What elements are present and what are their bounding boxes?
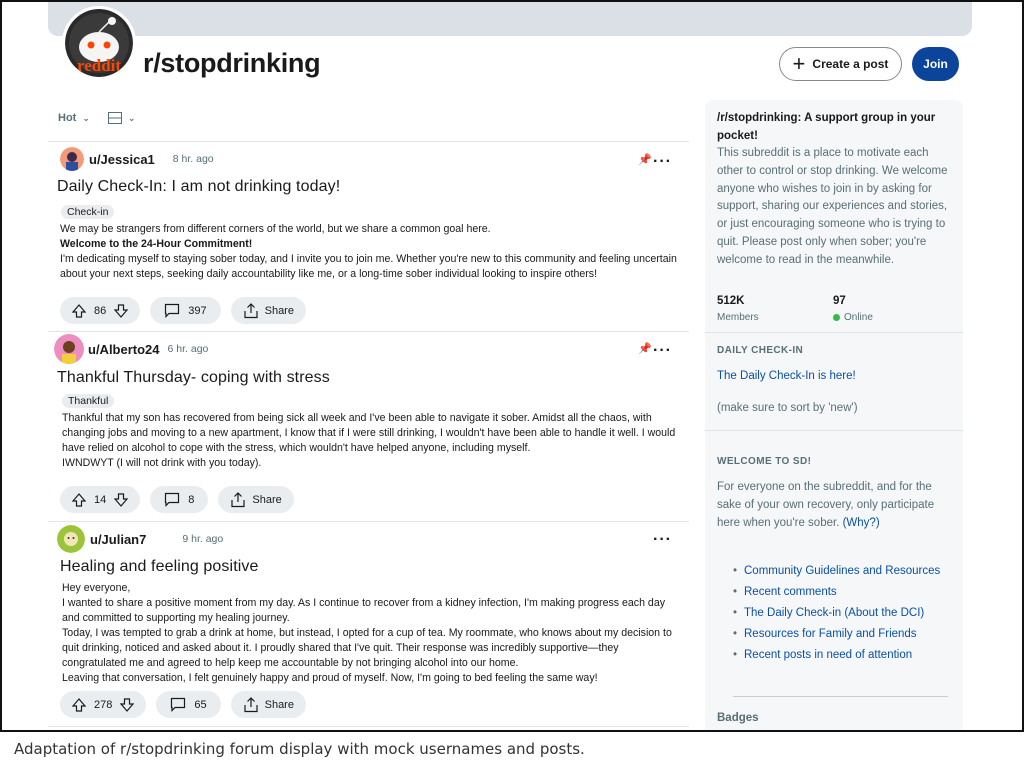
- subreddit-banner: [48, 0, 972, 36]
- post-body-line: IWNDWYT (I will not drink with you today).: [62, 457, 262, 469]
- post-card[interactable]: [52, 145, 686, 331]
- welcome-text: [717, 478, 953, 532]
- upvote-icon[interactable]: [72, 493, 86, 507]
- post-body-line: I'm dedicating myself to staying sober today, and I invite you to join me. Whether you're new to this community and feeling uncertain about your next steps, seeking daily accountability like me, or a long-time sober individual looking to inspire others!: [60, 253, 677, 280]
- post-divider: [48, 521, 689, 522]
- comment-icon: [164, 303, 180, 318]
- share-icon: [230, 492, 246, 508]
- online-count: 97: [833, 295, 846, 307]
- plus-icon: +: [792, 51, 806, 76]
- post-body: [60, 222, 680, 282]
- community-sidebar: [705, 100, 963, 732]
- share-button[interactable]: [231, 297, 306, 324]
- post-username[interactable]: u/Jessica1: [89, 151, 155, 167]
- share-label: Share: [264, 698, 294, 711]
- online-label: Online: [844, 312, 873, 323]
- user-avatar[interactable]: [54, 334, 84, 364]
- comment-count: 397: [188, 304, 207, 317]
- post-body-line: Welcome to the 24-Hour Commitment!: [60, 238, 253, 250]
- create-post-button[interactable]: [779, 47, 902, 81]
- comments-button[interactable]: [150, 297, 220, 324]
- sort-dropdown[interactable]: [58, 112, 90, 124]
- online-dot-icon: [833, 314, 840, 321]
- share-icon: [243, 697, 259, 713]
- post-divider: [48, 141, 689, 142]
- more-icon[interactable]: ···: [653, 342, 672, 359]
- post-body-line: Today, I was tempted to grab a drink at home, but instead, I opted for a cup of tea. My roommate, who knows about my decision to quit drinking, noticed and asked about it. I proudly shared that I've quit. Their response was incredibly supportive—they congratulated me and agreed to help keep me accountable by not bringing alcohol into our home.: [62, 627, 672, 669]
- post-actions: [60, 297, 316, 324]
- comments-button[interactable]: [156, 691, 220, 718]
- sidebar-divider: [733, 696, 948, 697]
- members-label: Members: [717, 312, 759, 323]
- post-actions: [60, 691, 316, 718]
- join-button[interactable]: Join: [912, 47, 959, 81]
- upvote-icon[interactable]: [72, 304, 86, 318]
- downvote-icon[interactable]: [114, 493, 128, 507]
- daily-checkin-note: (make sure to sort by 'new'): [717, 402, 858, 414]
- welcome-body: For everyone on the subreddit, and for the sake of your own recovery, only participate here when you're sober.: [717, 481, 935, 529]
- layout-dropdown[interactable]: [108, 112, 136, 124]
- post-title[interactable]: Thankful Thursday- coping with stress: [57, 369, 330, 386]
- post-body: [62, 411, 682, 471]
- vote-control: [60, 486, 140, 513]
- sidebar-link-list: [733, 562, 953, 667]
- post-title[interactable]: Daily Check-In: I am not drinking today!: [57, 178, 341, 195]
- post-title[interactable]: Healing and feeling positive: [60, 558, 259, 575]
- share-button[interactable]: [218, 486, 293, 513]
- daily-checkin-about-link[interactable]: • The Daily Check-in (About the DCI): [733, 604, 953, 622]
- comment-icon: [170, 697, 186, 712]
- chevron-down-icon: ⌄: [127, 112, 136, 123]
- post-body-line: Hey everyone,: [62, 582, 131, 594]
- sort-label: Hot: [58, 112, 77, 124]
- post-card[interactable]: [52, 523, 686, 728]
- vote-count: 278: [94, 698, 113, 711]
- more-icon[interactable]: ···: [653, 153, 672, 170]
- vote-count: 86: [94, 304, 107, 317]
- pin-icon: 📌: [638, 154, 652, 166]
- welcome-heading: WELCOME TO SD!: [717, 456, 812, 467]
- share-label: Share: [264, 304, 294, 317]
- recent-comments-link[interactable]: • Recent comments: [733, 583, 953, 601]
- recent-posts-attention-link[interactable]: • Recent posts in need of attention: [733, 646, 953, 664]
- figure-caption: Adaptation of r/stopdrinking forum display with mock usernames and posts.: [14, 740, 585, 758]
- community-guidelines-link[interactable]: • Community Guidelines and Resources: [733, 562, 953, 580]
- sort-bar: [58, 112, 135, 124]
- create-post-label: Create a post: [812, 57, 889, 71]
- daily-checkin-heading: DAILY CHECK-IN: [717, 345, 804, 356]
- layout-icon: [108, 112, 122, 124]
- post-flair[interactable]: Thankful: [62, 394, 114, 408]
- comment-count: 8: [188, 493, 195, 506]
- sidebar-divider: [705, 430, 963, 431]
- share-button[interactable]: [231, 691, 306, 718]
- svg-text:reddit: reddit: [76, 56, 122, 75]
- post-actions: [60, 486, 304, 513]
- why-link[interactable]: (Why?): [842, 517, 880, 529]
- post-body-line: Thankful that my son has recovered from being sick all week and I've been able to navigate it sober. Amidst all the chaos, with changing jobs and moving to a new apartment, I know that if I were still drinking, I wouldn't have been able to handle it well. I would have relied on alcohol to cope with the stress, which wouldn't have helped anyone, including myself.: [62, 412, 676, 454]
- vote-control: [60, 691, 146, 718]
- comment-icon: [164, 492, 180, 507]
- more-icon[interactable]: ···: [653, 531, 672, 548]
- online-stat: [833, 295, 873, 323]
- post-body-line: We may be strangers from different corners of the world, but we share a common goal here.: [60, 223, 491, 235]
- post-body-line: I wanted to share a positive moment from my day. As I continue to recover from a kidney infection, I'm making progress each day and committed to supporting my healing journey.: [62, 597, 666, 624]
- upvote-icon[interactable]: [72, 698, 86, 712]
- post-timestamp: 9 hr. ago: [182, 533, 224, 545]
- post-timestamp: 6 hr. ago: [167, 343, 209, 355]
- user-avatar[interactable]: [57, 525, 85, 553]
- chevron-down-icon: ⌄: [82, 112, 90, 123]
- share-icon: [243, 303, 259, 319]
- vote-count: 14: [94, 493, 107, 506]
- post-divider: [48, 726, 689, 727]
- post-timestamp: 8 hr. ago: [172, 153, 214, 165]
- share-label: Share: [252, 493, 282, 506]
- pin-icon: 📌: [638, 343, 652, 355]
- members-stat: [717, 295, 759, 323]
- post-flair[interactable]: Check-in: [61, 205, 114, 219]
- user-avatar[interactable]: [60, 147, 84, 171]
- badges-heading: Badges: [717, 712, 759, 724]
- reddit-logo-icon: [65, 9, 133, 77]
- post-username[interactable]: u/Julian7: [90, 531, 147, 547]
- post-body-line: Leaving that conversation, I felt genuinely happy and proud of myself. Now, I'm going to bed feeling the same way!: [62, 672, 598, 684]
- subreddit-name: r/stopdrinking: [143, 48, 321, 78]
- comments-button[interactable]: [150, 486, 208, 513]
- comment-count: 65: [194, 698, 207, 711]
- post-divider: [48, 331, 689, 332]
- sidebar-title: /r/stopdrinking: A support group in your pocket!: [717, 112, 936, 142]
- daily-checkin-link[interactable]: The Daily Check-In is here!: [717, 370, 856, 382]
- post-body: [62, 581, 682, 686]
- family-resources-link[interactable]: • Resources for Family and Friends: [733, 625, 953, 643]
- vote-control: [60, 297, 140, 324]
- downvote-icon[interactable]: [114, 304, 128, 318]
- members-count: 512K: [717, 295, 745, 307]
- subreddit-avatar[interactable]: [62, 6, 136, 80]
- post-card[interactable]: [52, 334, 686, 520]
- sidebar-description: This subreddit is a place to motivate each other to control or stop drinking. We welcome anyone who wishes to join in by asking for support, sharing our experiences and stories, or just encouraging someone who is trying to quit. Please post only when sober; you're welcome to read in the meanwhile.: [717, 147, 948, 266]
- post-username[interactable]: u/Alberto24: [88, 341, 160, 357]
- downvote-icon[interactable]: [120, 698, 134, 712]
- sidebar-divider: [705, 332, 963, 333]
